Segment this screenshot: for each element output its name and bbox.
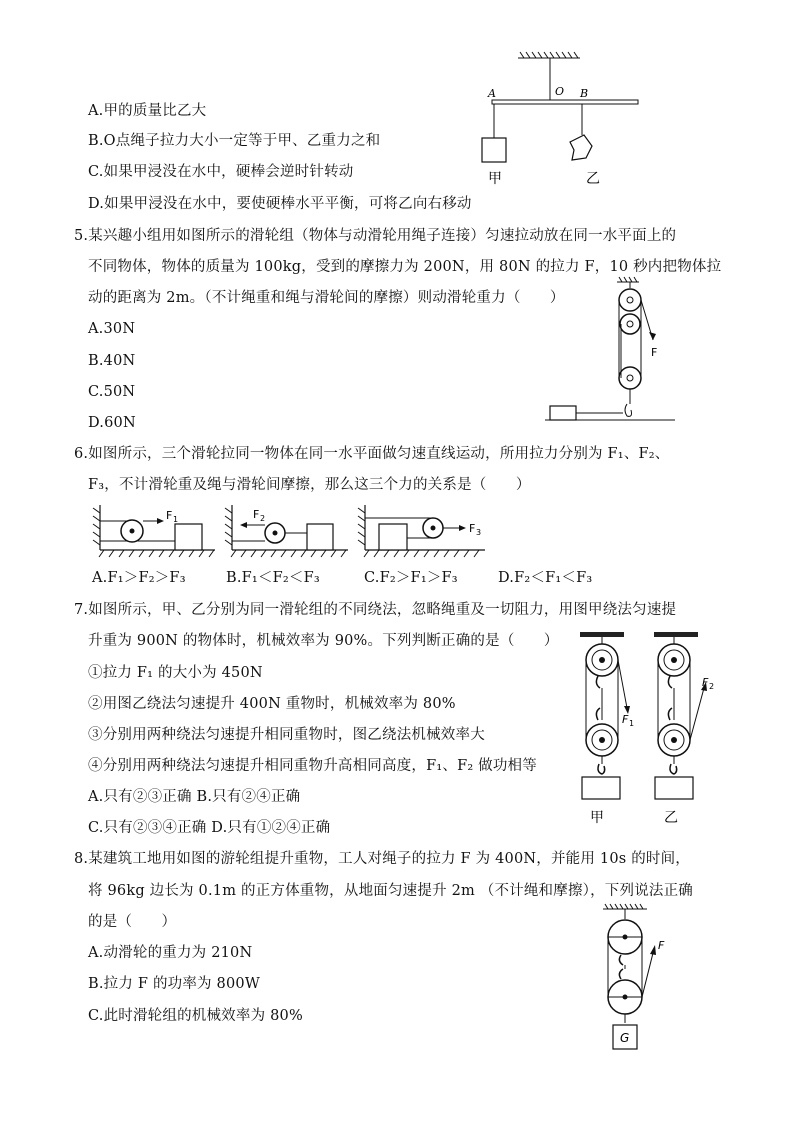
q5-option-c: C.50N [88,384,136,400]
q6-option-c: C.F₂＞F₁＞F₃ [364,570,458,586]
q8-stem-line3: 的是（ ） [88,914,177,930]
svg-text:F: F [622,713,629,726]
weight-jia [482,138,506,162]
q4-option-d: D.如果甲浸没在水中，要使硬棒水平平衡，可将乙向右移动 [88,196,472,212]
svg-text:F: F [658,939,665,952]
q8-stem-line1: 8.某建筑工地用如图的游轮组提升重物，工人对绳子的拉力 F 为 400N，并能用 10s 的时间， [74,851,690,867]
q7-options-ab: A.只有②③正确 B.只有②④正确 [88,789,301,805]
q5-option-a: A.30N [88,321,136,337]
q7-fig-yi [654,632,714,826]
svg-text:F: F [469,522,476,535]
svg-text:F: F [253,508,260,521]
svg-text:G: G [620,1031,630,1045]
svg-text:F: F [166,509,173,522]
q6-option-d: D.F₂＜F₁＜F₃ [498,570,593,586]
q5-pulley-figure [535,280,685,430]
q7-statement-3: ③分别用两种绕法匀速提升相同重物时，图乙绕法机械效率大 [88,727,485,743]
q4-option-a: A.甲的质量比乙大 [88,103,207,119]
q8-option-a: A.动滑轮的重力为 210N [88,945,253,961]
svg-text:1: 1 [173,515,179,524]
q5-stem-line1: 5.某兴趣小组用如图所示的滑轮组（物体与动滑轮用绳子连接）匀速拉动放在同一水平面上的 [74,228,677,244]
q7-options-cd: C.只有②③④正确 D.只有①②④正确 [88,820,331,836]
q5-stem-line2: 不同物体，物体的质量为 100kg，受到的摩擦力为 200N，用 80N 的拉力 F，10 秒内把物体拉 [88,259,722,275]
q7-stem-line2: 升重为 900N 的物体时，机械效率为 90%。下列判断正确的是（ ） [88,633,559,649]
label-b: B [580,87,589,100]
q7-fig-jia [580,632,634,826]
q7-statement-2: ②用图乙绕法匀速提升 400N 重物时，机械效率为 80% [88,696,456,712]
q4-lever-figure [480,50,650,190]
q6-option-b: B.F₁＜F₂＜F₃ [226,570,320,586]
q6-fig2 [225,505,348,557]
q6-figures [90,500,490,558]
q8-option-b: B.拉力 F 的功率为 800W [88,976,260,992]
q6-option-a: A.F₁＞F₂＞F₃ [92,570,186,586]
q6-fig3 [358,505,485,557]
q4-option-b: B.O点绳子拉力大小一定等于甲、乙重力之和 [88,133,381,149]
svg-text:2: 2 [260,514,266,523]
q5-option-d: D.60N [88,415,136,431]
label-yi: 乙 [586,171,600,187]
label-jia: 甲 [488,171,502,187]
q5-stem-line3: 动的距离为 2m。（不计绳重和绳与滑轮间的摩擦）则动滑轮重力（ ） [88,290,565,306]
svg-text:F: F [702,676,709,689]
q4-option-c: C.如果甲浸没在水中，硬棒会逆时针转动 [88,164,354,180]
q8-stem-line2: 将 96kg 边长为 0.1m 的正方体重物，从地面匀速提升 2m （不计绳和摩擦），下列说法正确 [88,883,694,899]
q6-stem-line2: F₃，不计滑轮重及绳与滑轮间摩擦，那么这三个力的关系是（ ） [88,477,531,493]
weight-yi [570,135,592,160]
ceiling-hatch [518,52,580,58]
svg-text:乙: 乙 [664,810,678,826]
q7-pulley-figures [570,630,730,830]
q8-pulley-figure [595,905,695,1060]
q7-statement-1: ①拉力 F₁ 的大小为 450N [88,665,263,681]
q8-option-c: C.此时滑轮组的机械效率为 80% [88,1008,303,1024]
q5-option-b: B.40N [88,353,136,369]
q7-stem-line1: 7.如图所示，甲、乙分别为同一滑轮组的不同绕法，忽略绳重及一切阻力，用图甲绕法匀速提 [74,602,677,618]
label-o: O [555,85,565,98]
svg-text:甲: 甲 [590,810,604,826]
lever-bar [492,100,638,104]
q6-fig1 [93,505,215,557]
q6-stem-line1: 6.如图所示，三个滑轮拉同一物体在同一水平面做匀速直线运动，所用拉力分别为 F₁、F₂、 [74,446,670,462]
label-a: A [488,87,496,100]
q7-statement-4: ④分别用两种绕法匀速提升相同重物升高相同高度，F₁、F₂ 做功相等 [88,758,537,774]
svg-text:2: 2 [709,682,715,691]
label-f: F [651,346,658,359]
svg-text:3: 3 [476,528,482,537]
q5-block [550,406,576,420]
svg-text:1: 1 [629,719,635,728]
